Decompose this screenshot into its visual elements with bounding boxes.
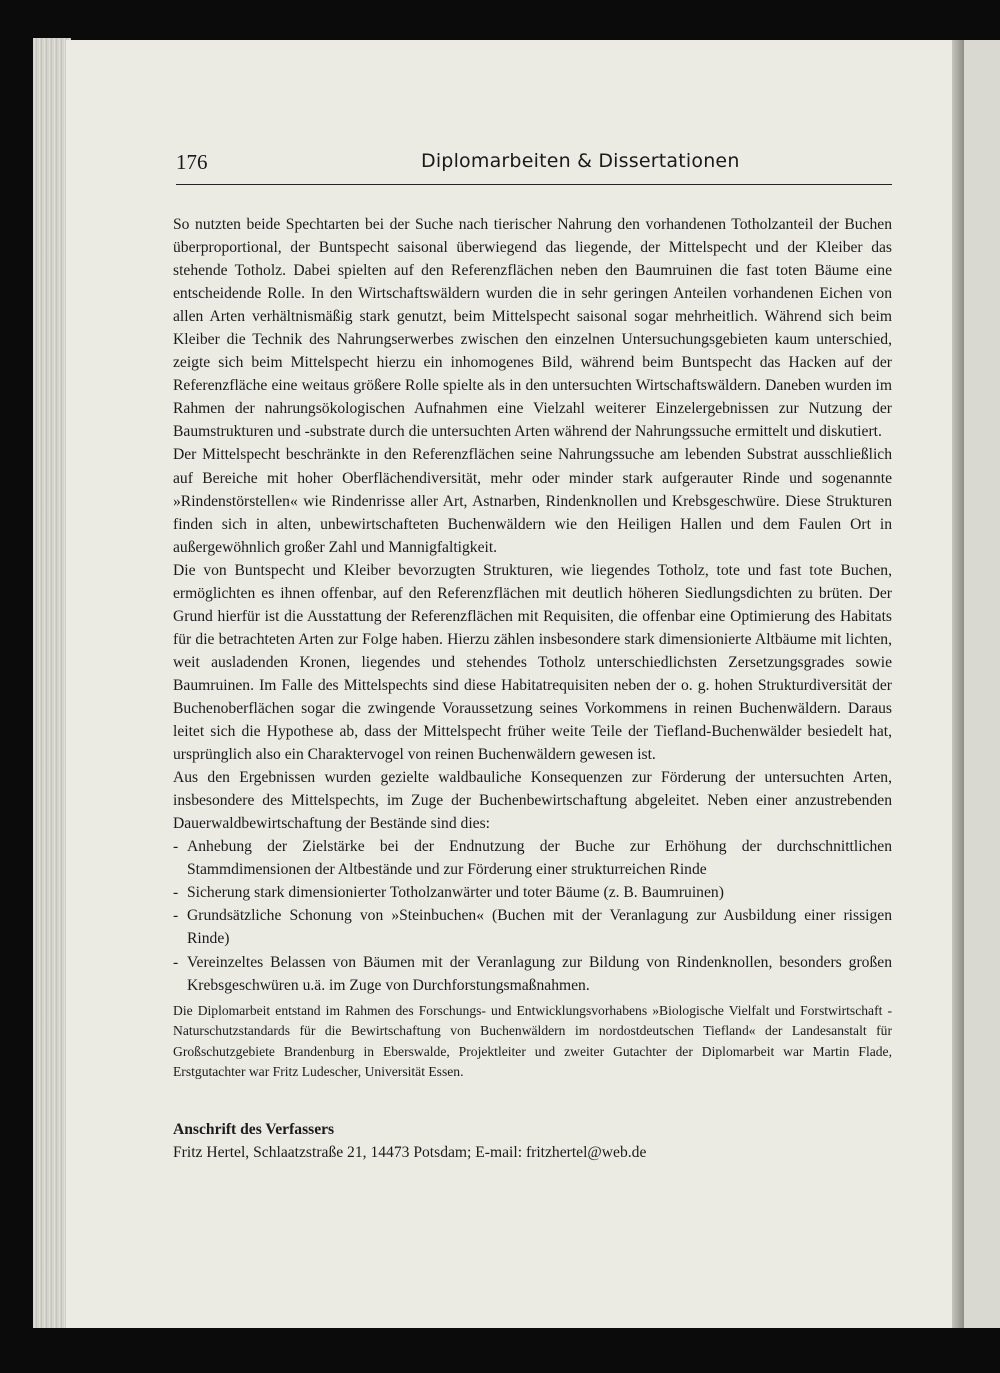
page-body bbox=[173, 213, 892, 1164]
page-number: 176 bbox=[176, 150, 208, 174]
recommendation-list bbox=[173, 835, 892, 996]
list-dash: - bbox=[173, 884, 179, 902]
list-item-text: Sicherung stark dimensionierter Totholzanwärter und toter Bäume (z. B. Baumruinen) bbox=[187, 884, 724, 902]
page-header bbox=[176, 148, 892, 185]
address-heading: Anschrift des Verfassers bbox=[173, 1120, 335, 1138]
list-item bbox=[173, 835, 892, 881]
list-dash: - bbox=[173, 907, 179, 925]
address-text: Fritz Hertel, Schlaatzstraße 21, 14473 Potsdam; E-mail: fritzhertel@web.de bbox=[173, 1143, 647, 1161]
list-item-text: Anhebung der Zielstärke bei der Endnutzung der Buche zur Erhöhung der durchschnittlichen Stammdimensionen der Altbestände und zur Förderung einer strukturreichen Rinde bbox=[187, 838, 892, 879]
list-dash: - bbox=[173, 838, 179, 856]
running-title: Diplomarbeiten & Dissertationen bbox=[421, 150, 740, 172]
paragraph-3: Die von Buntspecht und Kleiber bevorzugten Strukturen, wie liegendes Totholz, tote und fast tote Buchen, ermöglichten es ihnen offenbar, auf den Referenzflächen mit deutlich höheren Siedlungsdichten zu brüten. Der Grund hierfür ist die Ausstattung der Referenzflächen mit Requisiten, die offenbar eine Optimierung des Habitats für die betrachteten Arten zur Folge haben. Hierzu zählen insbesondere stark dimensionierte Altbäume mit lichten, weit ausladenden Kronen, liegendes und stehendes Totholz unterschiedlichsten Zersetzungsgrades sowie Baumruinen. Im Falle des Mittelspechts sind diese Habitatrequisiten neben der o. g. hohen Strukturdiversität der Buchenoberflächen sogar die zwingende Voraussetzung seines Vorkommens in reinen Buchenwäldern. Daraus leitet sich die Hypothese ab, dass der Mittelspecht früher weite Teile der Tiefland-Buchenwälder besiedelt hat, ursprünglich also ein Charaktervogel von reinen Buchenwäldern gewesen ist. bbox=[173, 561, 892, 764]
list-dash: - bbox=[173, 953, 179, 971]
list-item bbox=[173, 951, 892, 997]
paragraph-1: So nutzten beide Spechtarten bei der Suche nach tierischer Nahrung den vorhandenen Totholzanteil der Buchen überproportional, der Buntspecht saisonal überwiegend das liegende, der Mittelspecht und der Kleiber das stehende Totholz. Dabei spielten auf den Referenzflächen neben den Baumruinen die fast toten Bäume eine entscheidende Rolle. In den Wirtschaftswäldern wurden die in sehr geringen Anteilen vorhandenen Eichen von allen Arten verhältnismäßig stark genutzt, beim Mittelspecht saisonal sogar mehrheitlich. Während sich beim Kleiber die Technik des Nahrungserwerbes zwischen den einzelnen Untersuchungsgebieten kaum unterschied, zeigte sich beim Mittelspecht hierzu ein inhomogenes Bild, während beim Buntspecht das Hacken auf der Referenzfläche eine weitaus größere Rolle spielte als in den untersuchten Wirtschaftswäldern. Daneben wurden im Rahmen der nahrungsökologischen Aufnahmen eine Vielzahl weiterer Einzelergebnissen zur Nutzung der Baumstrukturen und -substrate durch die untersuchten Arten während der Nahrungssuche ermittelt und diskutiert. bbox=[173, 216, 892, 441]
list-item-text: Grundsätzliche Schonung von »Steinbuchen« (Buchen mit der Veranlagung zur Ausbildung einer rissigen Rinde) bbox=[187, 907, 892, 948]
paragraph-2: Der Mittelspecht beschränkte in den Referenzflächen seine Nahrungssuche am lebenden Substrat ausschließlich auf Bereiche mit hoher Oberflächendiversität, mehr oder minder stark aufgerauter Rinde und sogenannte »Rindenstörstellen« wie Rindenrisse aller Art, Astnarben, Rindenknollen und Krebsgeschwüre. Diese Strukturen finden sich in alten, unbewirtschafteten Buchenwäldern wie den Heiligen Hallen und dem Faulen Ort in außergewöhnlich großer Zahl und Mannigfaltigkeit. bbox=[173, 446, 892, 556]
list-item bbox=[173, 881, 892, 904]
list-item-text: Vereinzeltes Belassen von Bäumen mit der Veranlagung zur Bildung von Rindenknollen, besonders großen Krebsgeschwüren u.ä. im Zuge von Durchforstungsmaßnahmen. bbox=[187, 953, 892, 994]
next-page-edge bbox=[964, 40, 1000, 1328]
list-item bbox=[173, 904, 892, 950]
paragraph-4: Aus den Ergebnissen wurden gezielte waldbauliche Konsequenzen zur Förderung der untersuchten Arten, insbesondere des Mittelspechts, im Zuge der Buchenbewirtschaftung abgeleitet. Neben einer anzustrebenden Dauerwaldbewirtschaftung der Bestände sind dies: bbox=[173, 769, 892, 833]
book-gutter bbox=[952, 40, 964, 1328]
footnote: Die Diplomarbeit entstand im Rahmen des Forschungs- und Entwicklungsvorhabens »Biologische Vielfalt und Forstwirtschaft - Naturschutzstandards für die Bewirtschaftung von Buchenwäldern im nordostdeutschen Tiefland« der Landesanstalt für Großschutzgebiete Brandenburg in Eberswalde, Projektleiter und zweiter Gutachter der Diplomarbeit war Martin Flade, Erstgutachter war Fritz Ludescher, Universität Essen. bbox=[173, 1002, 892, 1080]
